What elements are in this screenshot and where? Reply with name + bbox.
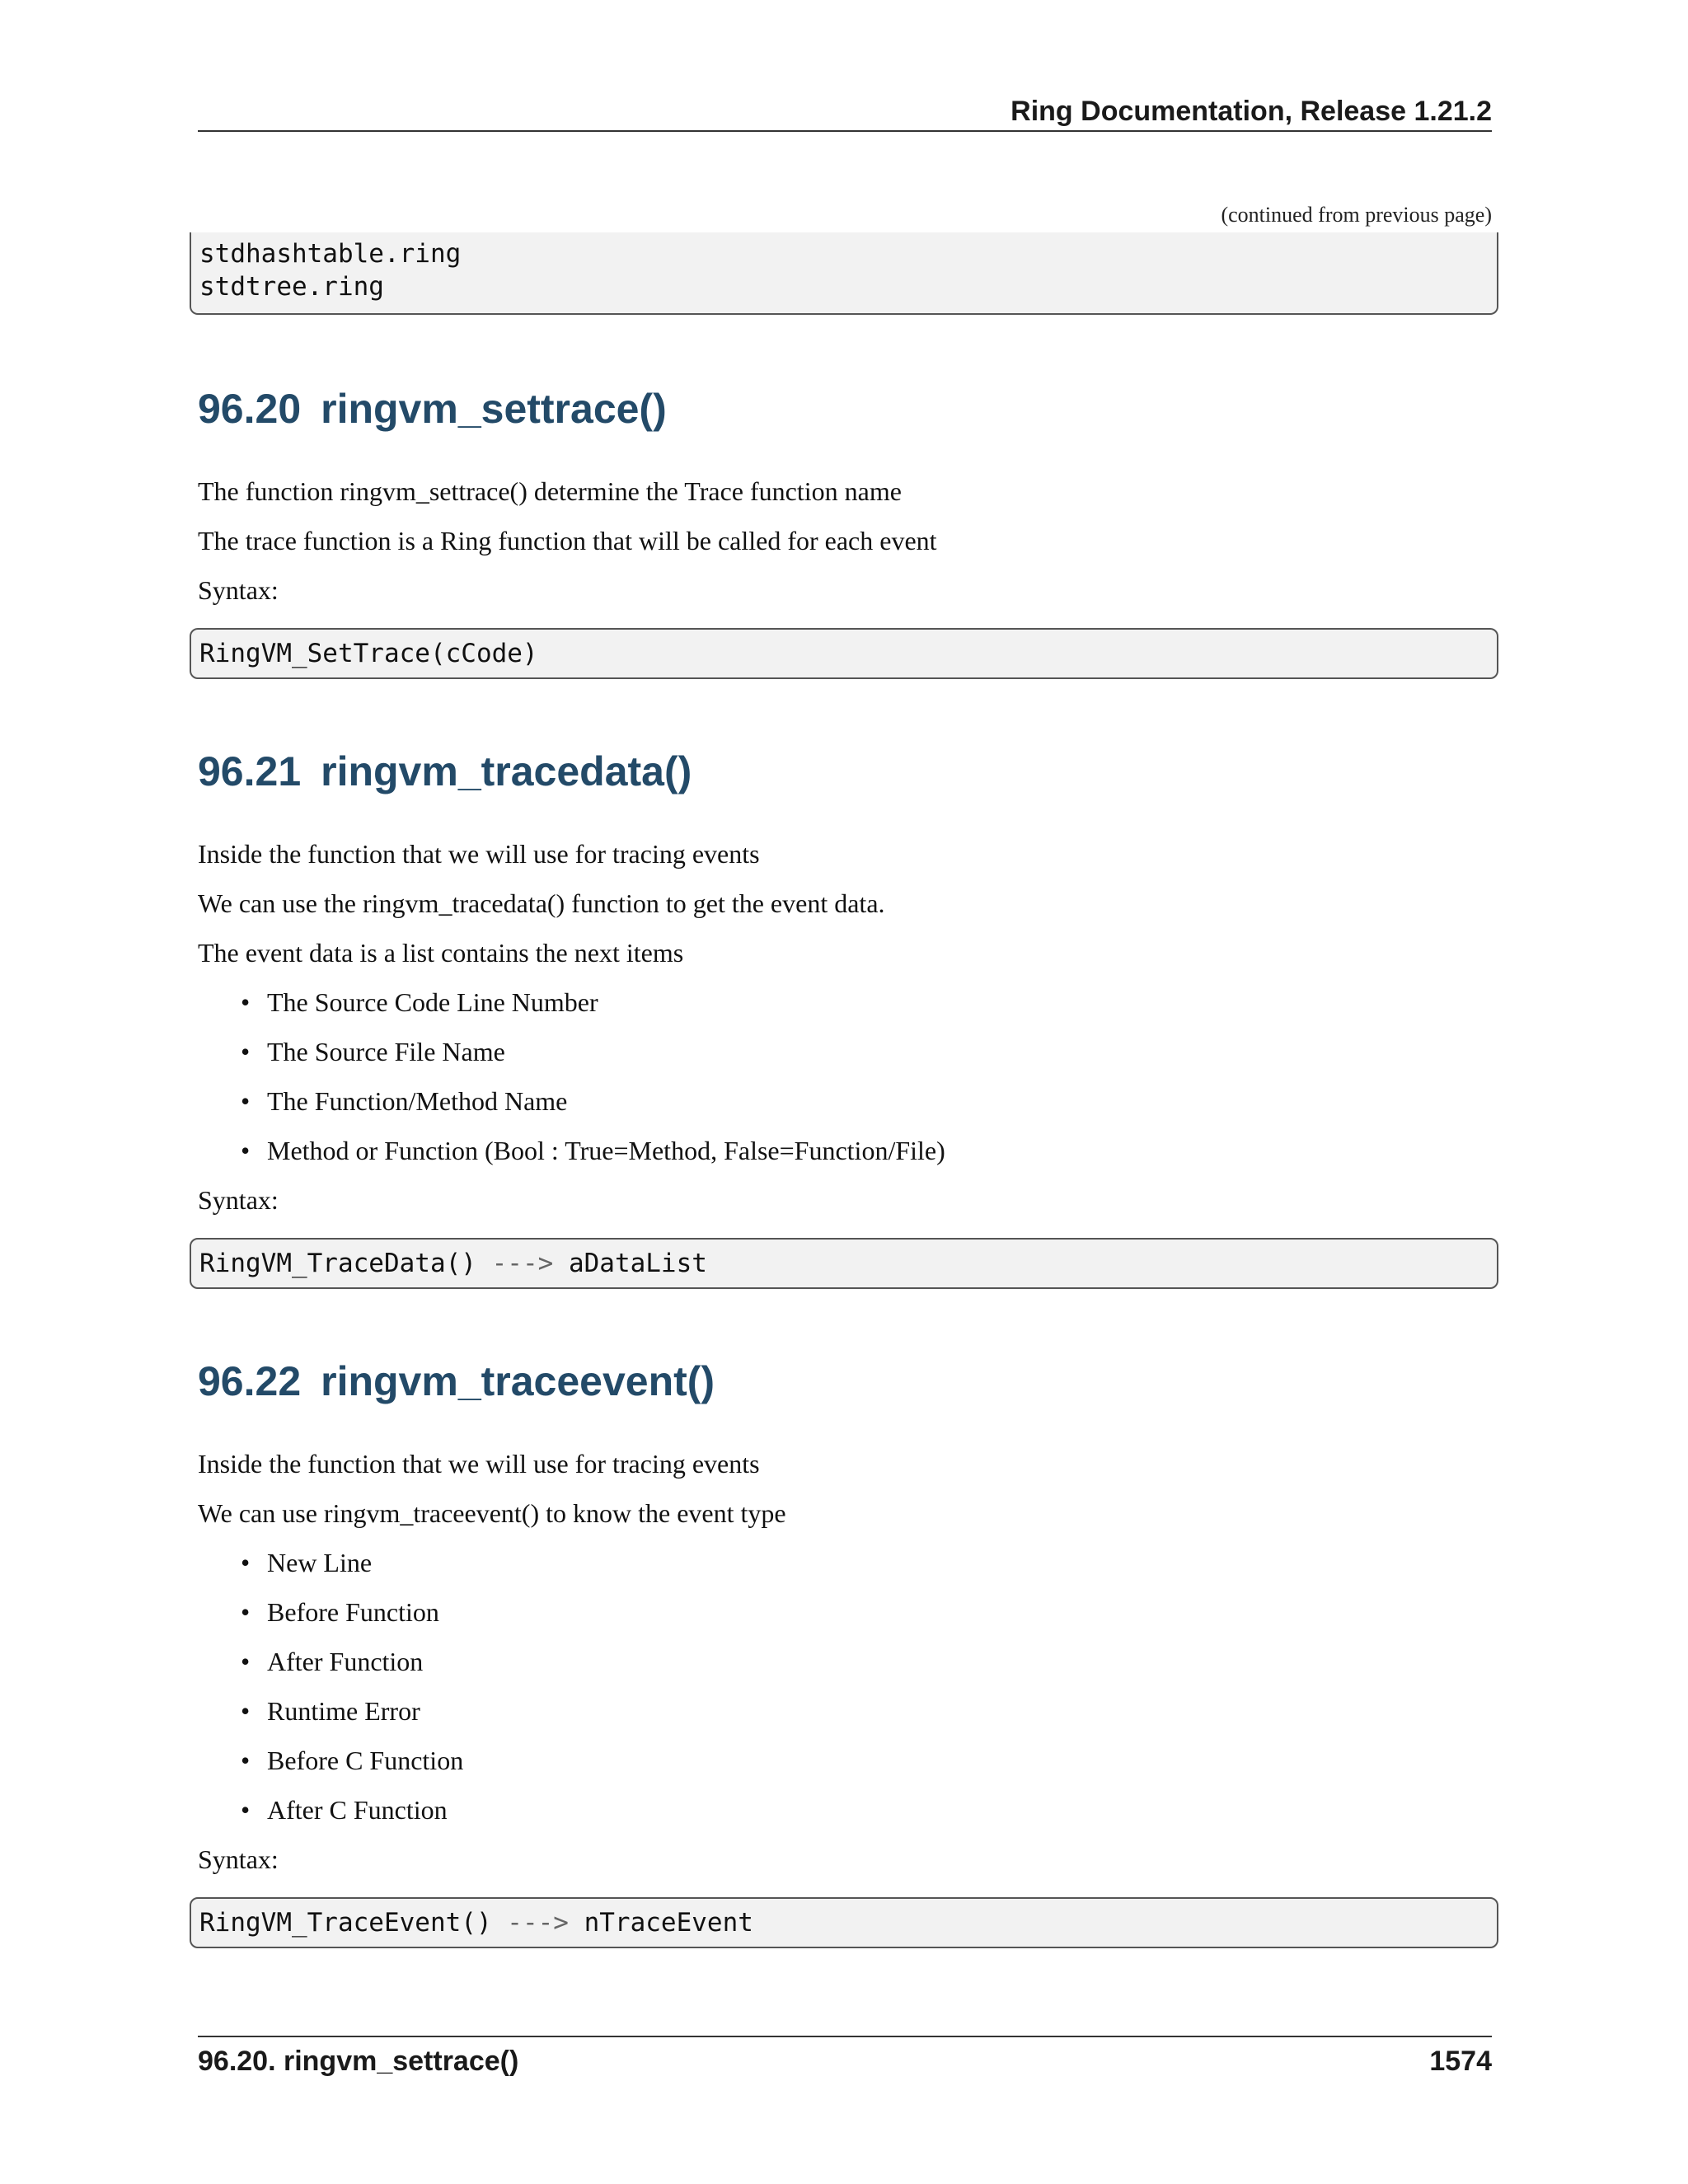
list-item (241, 1744, 463, 1777)
list-item (241, 1134, 945, 1167)
code-text: RingVM_SetTrace(cCode) (199, 639, 538, 668)
paragraph: The event data is a list contains the next items (198, 938, 684, 968)
list-item (241, 1085, 567, 1118)
section-title: ringvm_settrace() (321, 386, 667, 432)
bullet-icon: • (241, 1086, 251, 1116)
paragraph: The trace function is a Ring function that will be called for each event (198, 526, 937, 555)
code-text: RingVM_TraceEvent() (199, 1908, 492, 1938)
code-result: nTraceEvent (584, 1908, 753, 1938)
list-item-text: After Function (267, 1647, 424, 1676)
syntax-label: Syntax: (198, 575, 279, 605)
list-item-text: New Line (267, 1548, 373, 1577)
syntax-label: Syntax: (198, 1185, 279, 1215)
paragraph: Inside the function that we will use for tracing events (198, 839, 760, 869)
code-block-continued (190, 232, 1498, 315)
code-line: stdhashtable.ring (199, 239, 462, 269)
list-item-text: After C Function (267, 1795, 448, 1825)
section-heading-96-20 (198, 384, 667, 434)
list-item-text: The Function/Method Name (267, 1086, 568, 1116)
bullet-icon: • (241, 1597, 251, 1627)
section-number: 96.22 (198, 1358, 302, 1404)
paragraph: We can use the ringvm_tracedata() function to get the event data. (198, 888, 885, 918)
bullet-icon: • (241, 1746, 251, 1775)
code-operator: ---> (491, 1249, 554, 1278)
paragraph: The function ringvm_settrace() determine the Trace function name (198, 476, 902, 506)
bullet-icon: • (241, 1136, 251, 1165)
list-item-text: Method or Function (Bool : True=Method, False=Function/File) (267, 1136, 945, 1165)
code-block-tracedata (190, 1238, 1498, 1289)
list-item (241, 1793, 448, 1826)
code-result: aDataList (568, 1249, 707, 1278)
list-item (241, 1035, 505, 1068)
list-item-text: Before C Function (267, 1746, 464, 1775)
running-header: Ring Documentation, Release 1.21.2 (198, 92, 1492, 132)
bullet-icon: • (241, 1696, 251, 1726)
footer-divider (198, 2036, 1492, 2037)
bullet-icon: • (241, 1037, 251, 1066)
bullet-icon: • (241, 1548, 251, 1577)
footer-section-link[interactable]: 96.20. ringvm_settrace() (198, 2046, 519, 2077)
list-item (241, 1596, 439, 1629)
paragraph: Inside the function that we will use for tracing events (198, 1449, 760, 1479)
code-operator: ---> (507, 1908, 569, 1938)
list-item-text: The Source File Name (267, 1037, 505, 1066)
list-item-text: Before Function (267, 1597, 439, 1627)
paragraph: We can use ringvm_traceevent() to know the event type (198, 1498, 786, 1528)
section-number: 96.21 (198, 748, 302, 794)
list-item (241, 986, 598, 1019)
list-item (241, 1645, 423, 1678)
list-item-text: The Source Code Line Number (267, 987, 598, 1017)
section-heading-96-21 (198, 747, 692, 796)
list-item-text: Runtime Error (267, 1696, 420, 1726)
section-heading-96-22 (198, 1357, 715, 1406)
section-title: ringvm_tracedata() (321, 748, 692, 794)
document-page (198, 0, 1492, 2184)
code-line: stdtree.ring (199, 272, 384, 302)
code-block-traceevent (190, 1897, 1498, 1948)
continued-note: (continued from previous page) (1221, 203, 1492, 227)
bullet-icon: • (241, 1795, 251, 1825)
section-title: ringvm_traceevent() (321, 1358, 715, 1404)
list-item (241, 1694, 420, 1727)
bullet-icon: • (241, 1647, 251, 1676)
syntax-label: Syntax: (198, 1844, 279, 1874)
section-number: 96.20 (198, 386, 302, 432)
list-item (241, 1546, 372, 1579)
code-block-settrace (190, 628, 1498, 679)
code-text: RingVM_TraceData() (199, 1249, 476, 1278)
bullet-icon: • (241, 987, 251, 1017)
page-number: 1574 (1429, 2046, 1492, 2077)
